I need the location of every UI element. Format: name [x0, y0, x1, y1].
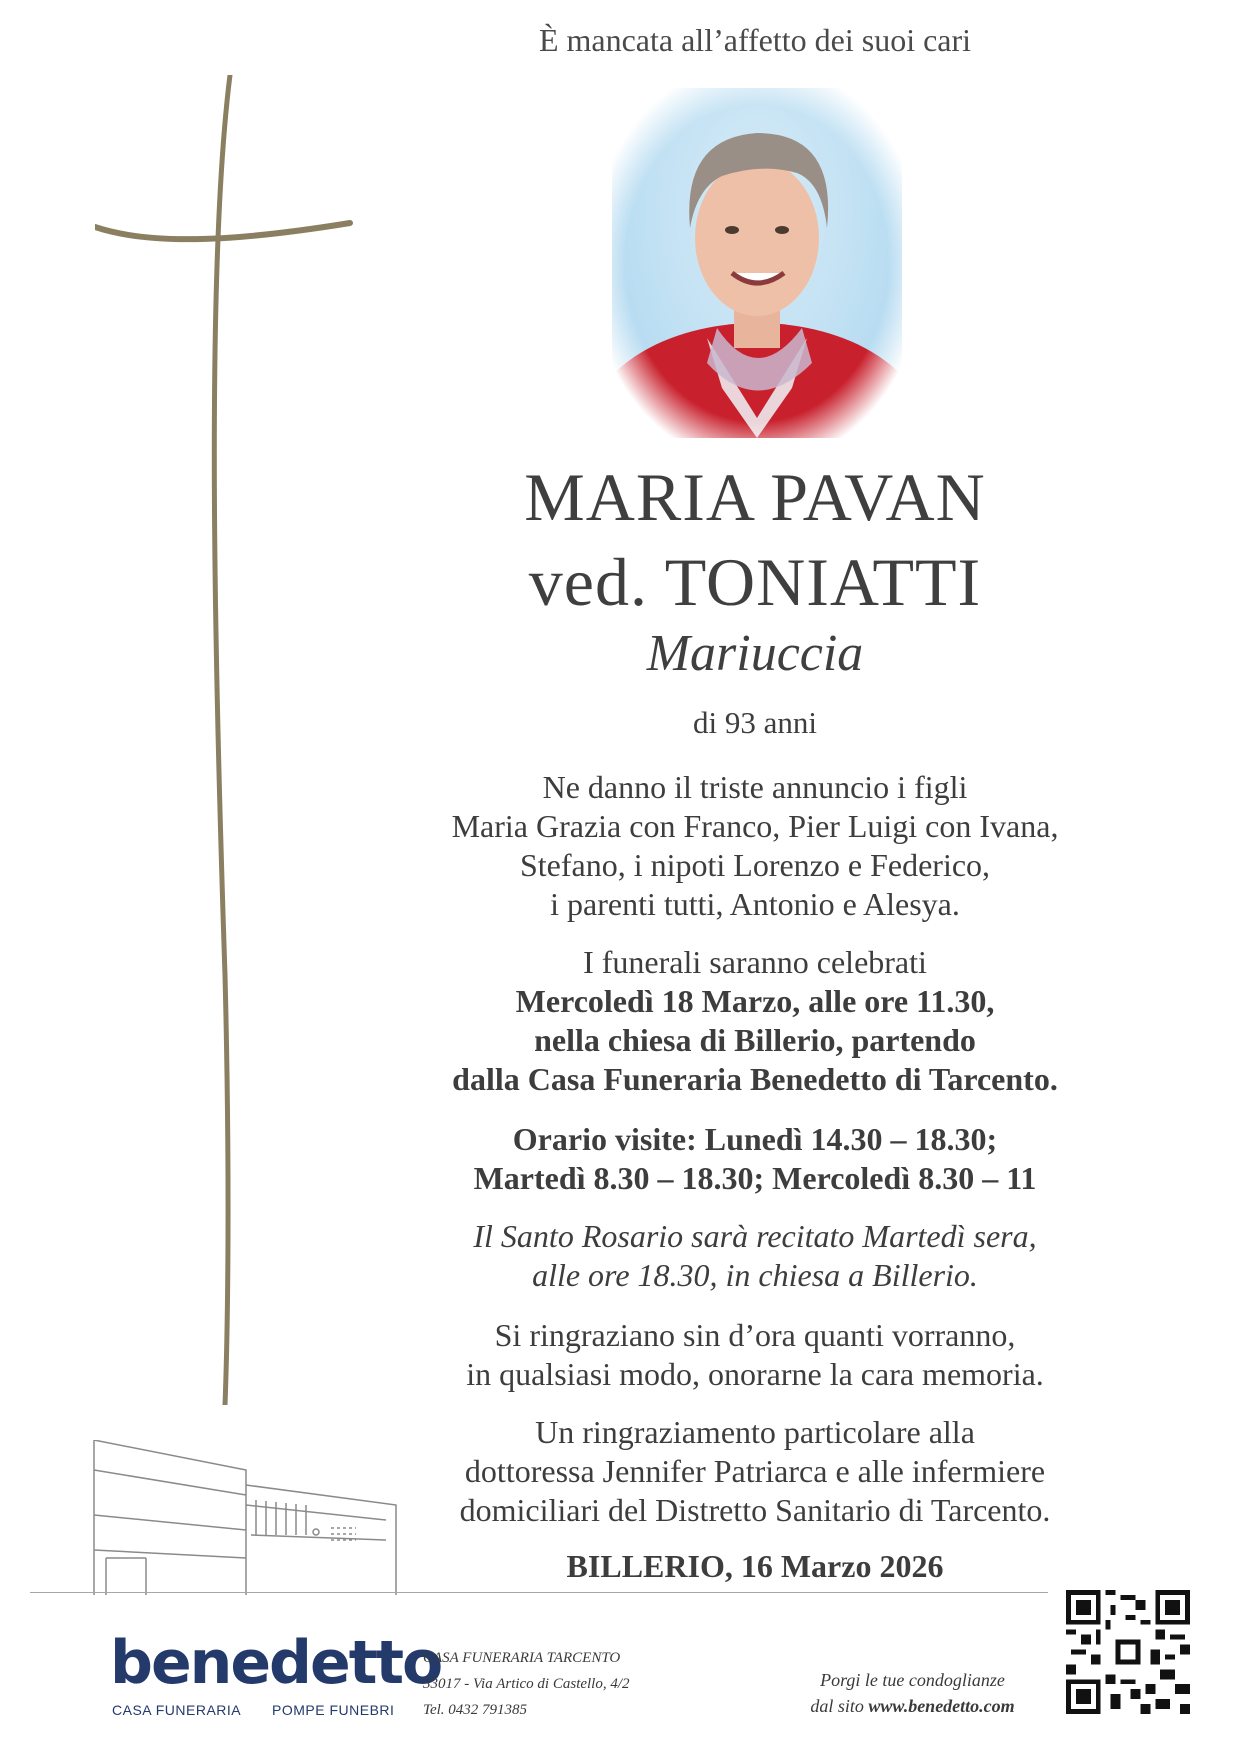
deceased-widow-name: ved. TONIATTI [528, 544, 982, 620]
cross-icon [95, 75, 355, 1405]
condolences-link[interactable]: www.benedetto.com [868, 1696, 1015, 1716]
deceased-age: di 93 anni [693, 705, 817, 740]
text-line: Ne danno il triste annuncio i figli [542, 769, 968, 805]
text-line: dalla Casa Funeraria Benedetto di Tarcento. [452, 1061, 1058, 1097]
announcement-paragraph [430, 768, 1080, 924]
condolences-site-line [760, 1696, 1065, 1717]
building-icon [86, 1440, 406, 1600]
text-line: alle ore 18.30, in chiesa a Billerio. [532, 1257, 978, 1293]
portrait-photo [612, 88, 902, 438]
footer-divider [30, 1592, 1048, 1593]
text-line: I funerali saranno celebrati [583, 944, 927, 980]
text-line: Il Santo Rosario sarà recitato Martedì sera, [473, 1218, 1037, 1254]
brand-logo: benedetto [110, 1628, 442, 1698]
deceased-name: MARIA PAVAN [524, 459, 986, 535]
text-line: Un ringraziamento particolare alla [535, 1414, 975, 1450]
text-line: Si ringraziano sin d’ora quanti vorranno, [494, 1317, 1016, 1353]
address-title: CASA FUNERARIA TARCENTO [423, 1650, 621, 1666]
text-line: Stefano, i nipoti Lorenzo e Federico, [519, 847, 991, 883]
text-line: domiciliari del Distretto Sanitario di Tarcento. [459, 1492, 1051, 1528]
special-thanks-paragraph [430, 1413, 1080, 1530]
address-phone: Tel. 0432 791385 [423, 1702, 528, 1718]
rosary-paragraph [430, 1217, 1080, 1295]
brand-tagline-2: POMPE FUNEBRI [272, 1702, 395, 1718]
text-line: Mercoledì 18 Marzo, alle ore 11.30, [515, 983, 995, 1019]
text-line: i parenti tutti, Antonio e Alesya. [550, 886, 960, 922]
text-line: dottoressa Jennifer Patriarca e alle infermiere [464, 1453, 1046, 1489]
text-line: Maria Grazia con Franco, Pier Luigi con Ivana, [451, 808, 1059, 844]
deceased-nickname: Mariuccia [646, 625, 864, 682]
place-date: BILLERIO, 16 Marzo 2026 [566, 1548, 944, 1584]
qr-code-icon[interactable] [1066, 1590, 1190, 1714]
text-line: nella chiesa di Billerio, partendo [534, 1022, 976, 1058]
visits-paragraph [430, 1120, 1080, 1198]
text-line: in qualsiasi modo, onorarne la cara memoria. [466, 1356, 1044, 1392]
condolences-text: Porgi le tue condoglianze [820, 1670, 1005, 1690]
thanks-paragraph [430, 1316, 1080, 1394]
text-line: Martedì 8.30 – 18.30; Mercoledì 8.30 – 11 [473, 1160, 1037, 1196]
address-street: 33017 - Via Artico di Castello, 4/2 [423, 1676, 630, 1692]
condolences-prefix: dal sito [810, 1696, 869, 1716]
brand-tagline-1: CASA FUNERARIA [112, 1702, 242, 1718]
intro-text: È mancata all’affetto dei suoi cari [538, 22, 972, 58]
funeral-paragraph [430, 943, 1080, 1099]
text-line: Orario visite: Lunedì 14.30 – 18.30; [512, 1121, 998, 1157]
